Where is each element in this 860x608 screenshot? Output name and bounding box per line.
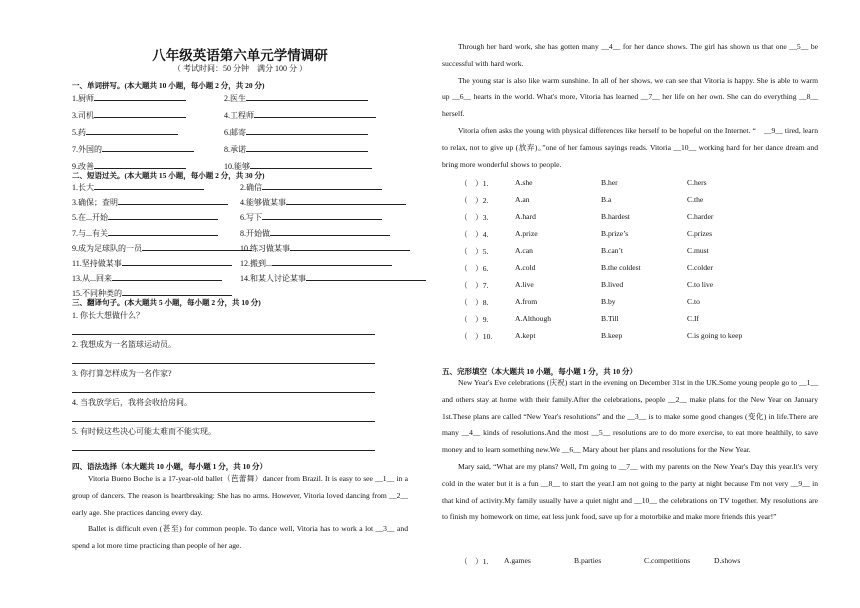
cloze-paragraph: New Year's Eve celebrations (庆祝) start in the evening on December 31st in the UK.Some young people go to __1__ and others stay at home with their family.After the celebrations, people __2__ make plans for the New Year on January 1st.These plans are called “New Year's resolutions” and the __3__ is to make some good changes (变化) in life.There are many __4__ kinds of resolutions.And the most __5__ resolutions are to do more exercise, to eat more healthily, to save money and to learn something new.We __6__ Mary about her plans and resolutions for the New Year. — [442, 378, 818, 455]
vocab-item — [224, 109, 376, 121]
option-choice: B.hardest — [601, 212, 630, 221]
phrase-prompt: 14.和某人讨论某事 — [240, 274, 306, 284]
phrase-item — [72, 211, 218, 223]
translation-prompt: 2. 我想成为一名篮球运动员。 — [72, 340, 176, 349]
option-row — [460, 331, 820, 341]
grammar-passage — [72, 471, 408, 555]
answer-blank — [142, 242, 252, 251]
option-choice: C.must — [687, 246, 709, 255]
answer-blank — [94, 160, 186, 169]
vocab-prompt: 3.司机 — [72, 111, 94, 120]
answer-blank — [94, 92, 186, 101]
vocab-prompt: 9.改善 — [72, 162, 94, 171]
option-row — [460, 297, 820, 307]
option-row — [460, 556, 820, 566]
option-choice: A.hard — [515, 212, 536, 221]
vocab-prompt: 5.药 — [72, 128, 86, 137]
question-number: （ ）8. — [460, 298, 489, 307]
question-number: （ ）10. — [460, 332, 493, 341]
option-choice: B.a — [601, 195, 612, 204]
phrase-prompt: 4.能够做某事 — [240, 198, 286, 208]
answer-blank — [270, 227, 390, 236]
question-number: （ ）1. — [460, 557, 489, 566]
option-choice: B.by — [601, 297, 616, 306]
phrase-prompt: 5.在...开始 — [72, 213, 108, 223]
answer-blank — [94, 181, 204, 190]
grammar-paragraph: Vitoria often asks the young with physical differences like herself to be hopeful on the Internet. “ __9__ tired, learn to relax, not to give up (放弃)。”one of her famous sayings reads. Vitoria __10__ working hard for her dance dream and bring more wonderful shows to people. — [442, 125, 818, 169]
answer-blank — [254, 109, 376, 118]
phrase-prompt: 7.与...有关 — [72, 228, 108, 238]
option-choice: A.an — [515, 195, 530, 204]
phrase-prompt: 13.从...回来 — [72, 274, 112, 284]
phrase-item — [72, 272, 222, 284]
vocab-prompt: 4.工程师 — [224, 111, 254, 120]
answer-line — [72, 363, 375, 364]
option-choice: D.shows — [714, 556, 741, 565]
answer-blank — [246, 92, 368, 101]
vocab-prompt: 2.医生 — [224, 94, 246, 103]
option-choice: C.to — [687, 297, 700, 306]
answer-blank — [290, 242, 410, 251]
phrase-prompt: 1.长大 — [72, 183, 94, 192]
option-choice: C.competitions — [644, 556, 691, 565]
option-choice: C.If — [687, 314, 700, 323]
option-choice: B.can’t — [601, 246, 624, 255]
phrase-item — [72, 181, 204, 193]
phrase-item — [240, 196, 406, 208]
section-heading-cloze: 五、完形填空（本大题共 10 小题，每小题 1 分，共 10 分） — [442, 367, 637, 376]
option-choice: C.colder — [687, 263, 713, 272]
answer-blank — [122, 287, 232, 296]
option-row — [460, 246, 820, 256]
translation-prompt: 5. 有时候这些决心可能太难而不能实现。 — [72, 427, 216, 436]
phrase-item — [72, 242, 252, 254]
phrase-item — [240, 257, 392, 269]
answer-blank — [122, 257, 232, 266]
phrase-prompt: 9.成为足球队的一员 — [72, 243, 142, 253]
phrase-prompt: 15.不同种类的 — [72, 289, 122, 299]
vocab-prompt: 1.厨师 — [72, 94, 94, 103]
answer-blank — [112, 272, 222, 281]
option-choice: A.from — [515, 297, 538, 306]
vocab-item — [224, 92, 368, 104]
question-number: （ ）9. — [460, 315, 489, 324]
option-choice: C.hers — [687, 178, 707, 187]
page-title: 八年级英语第六单元学情调研 — [152, 48, 328, 63]
phrase-item — [240, 181, 382, 193]
grammar-paragraph: Vitoria Bueno Boche is a 17-year-old ballet（芭蕾舞）dancer from Brazil. It is easy to see __1__ in a group of dancers. The reason is heartbreaking: She has no arms. However, Vitoria loved dancing from __2__ early age. She practices dancing every day. — [72, 474, 408, 517]
phrase-prompt: 2.确信 — [240, 183, 262, 192]
option-choice: B.lived — [601, 280, 624, 289]
question-number: （ ）3. — [460, 213, 489, 222]
answer-blank — [246, 126, 368, 135]
phrase-item — [72, 227, 218, 239]
phrase-item — [240, 227, 390, 239]
option-row — [460, 195, 820, 205]
answer-line — [72, 421, 375, 422]
option-choice: A.prize — [515, 229, 538, 238]
answer-blank — [102, 143, 194, 152]
option-choice: B.the coldest — [601, 263, 641, 272]
option-choice: A.games — [504, 556, 531, 565]
vocab-prompt: 7.外国的 — [72, 145, 102, 154]
answer-blank — [262, 181, 382, 190]
answer-blank — [108, 211, 218, 220]
vocab-item — [72, 143, 194, 155]
phrase-prompt: 6.写下 — [240, 213, 262, 223]
answer-line — [72, 450, 375, 451]
answer-blank — [108, 227, 218, 236]
answer-line — [72, 334, 375, 335]
vocab-item — [224, 143, 368, 155]
option-choice: A.live — [515, 280, 534, 289]
answer-blank — [118, 196, 228, 205]
phrase-item — [240, 272, 426, 284]
phrase-item — [72, 196, 228, 208]
vocab-prompt: 8.承诺 — [224, 145, 246, 154]
grammar-paragraph: Ballet is difficult even (甚至) for common people. To dance well, Vitoria has to work a lot __3__ and spend a lot more time practicing than people of her age. — [72, 524, 408, 551]
option-choice: B.prize’s — [601, 229, 629, 238]
option-row — [460, 280, 820, 290]
option-choice: B.Till — [601, 314, 619, 323]
vocab-prompt: 10.能够 — [224, 162, 250, 171]
phrase-prompt: 10.练习做某事 — [240, 243, 290, 253]
answer-blank — [250, 160, 372, 169]
answer-blank — [246, 143, 368, 152]
section-heading-grammar: 四、语法选择（本大题共 10 小题，每小题 1 分，共 10 分） — [72, 462, 267, 471]
vocab-item — [224, 126, 368, 138]
option-choice: A.kept — [515, 331, 536, 340]
question-number: （ ）5. — [460, 247, 489, 256]
option-choice: B.her — [601, 178, 618, 187]
translation-prompt: 1. 你长大想做什么？ — [72, 311, 144, 320]
option-row — [460, 314, 820, 324]
question-number: （ ）1. — [460, 179, 489, 188]
option-choice: C.to live — [687, 280, 714, 289]
vocab-item — [72, 109, 186, 121]
answer-blank — [306, 272, 426, 281]
option-choice: A.Although — [515, 314, 552, 323]
answer-blank — [272, 257, 392, 266]
option-choice: A.she — [515, 178, 533, 187]
option-choice: C.the — [687, 195, 704, 204]
answer-blank — [86, 126, 178, 135]
question-number: （ ）7. — [460, 281, 489, 290]
phrase-prompt: 12.搬到... — [240, 259, 272, 268]
phrase-item — [72, 257, 232, 269]
vocab-item — [72, 92, 186, 104]
option-row — [460, 263, 820, 273]
option-row — [460, 178, 820, 188]
section-heading-translation: 三、翻译句子。(本大题共 5 小题，每小题 2 分，共 10 分) — [72, 298, 261, 307]
phrase-prompt: 11.坚持做某事 — [72, 259, 122, 268]
grammar-paragraph: Through her hard work, she has gotten many __4__ for her dance shows. The girl has shown us that one __5__ be successful with hard work. — [442, 42, 818, 68]
section-heading-vocab: 一、单词拼写。(本大题共 10 小题，每小题 2 分，共 20 分) — [72, 81, 265, 90]
option-choice: C.harder — [687, 212, 714, 221]
option-choice: A.cold — [515, 263, 536, 272]
option-row — [460, 229, 820, 239]
option-choice: C.prizes — [687, 229, 713, 238]
option-choice: A.can — [515, 246, 533, 255]
answer-blank — [286, 196, 406, 205]
cloze-passage — [442, 375, 818, 526]
vocab-prompt: 6.邮寄 — [224, 128, 246, 137]
translation-prompt: 4. 当我放学后，我将会收拾房间。 — [72, 398, 192, 407]
phrase-prompt: 3.确保；查明 — [72, 198, 118, 208]
answer-line — [72, 392, 375, 393]
option-choice: B.parties — [574, 556, 602, 565]
vocab-item — [72, 126, 178, 138]
question-number: （ ）2. — [460, 196, 489, 205]
option-choice: B.keep — [601, 331, 623, 340]
answer-blank — [94, 109, 186, 118]
option-row — [460, 212, 820, 222]
grammar-passage-continued — [442, 39, 818, 173]
phrase-prompt: 8.开始做 — [240, 228, 270, 238]
phrase-item — [240, 211, 382, 223]
cloze-paragraph: Mary said, “What are my plans? Well, I'm going to __7__ with my parents on the New Year's Day this year.It's very cold in the water but it is a fun __8__ to start the year.I am not going to the party at night because I'm not very __9__ in that kind of activity.My family usually have a quiet night and __10__ the celebrations on TV together. My resolutions are to finish my homework on time, eat less junk food, save up for a motorbike and make more friends this year!” — [442, 461, 818, 522]
question-number: （ ）6. — [460, 264, 489, 273]
option-choice: C.is going to keep — [687, 331, 743, 340]
phrase-item — [240, 242, 410, 254]
section-heading-phrases: 二、短语过关。(本大题共 15 小题，每小题 2 分，共 30 分) — [72, 171, 265, 180]
grammar-paragraph: The young star is also like warm sunshine. In all of her shows, we can see that Vitoria is happy. She is able to warm up __6__ hearts in the world. What's more, Vitoria has learned __7__ her life on her own. She can do everything __8__ herself. — [442, 75, 818, 119]
translation-prompt: 3. 你打算怎样成为一名作家? — [72, 369, 172, 378]
answer-blank — [262, 211, 382, 220]
page-subtitle: （ 考试时间：50 分钟 满分 100 分 ） — [173, 64, 307, 73]
question-number: （ ）4. — [460, 230, 489, 239]
